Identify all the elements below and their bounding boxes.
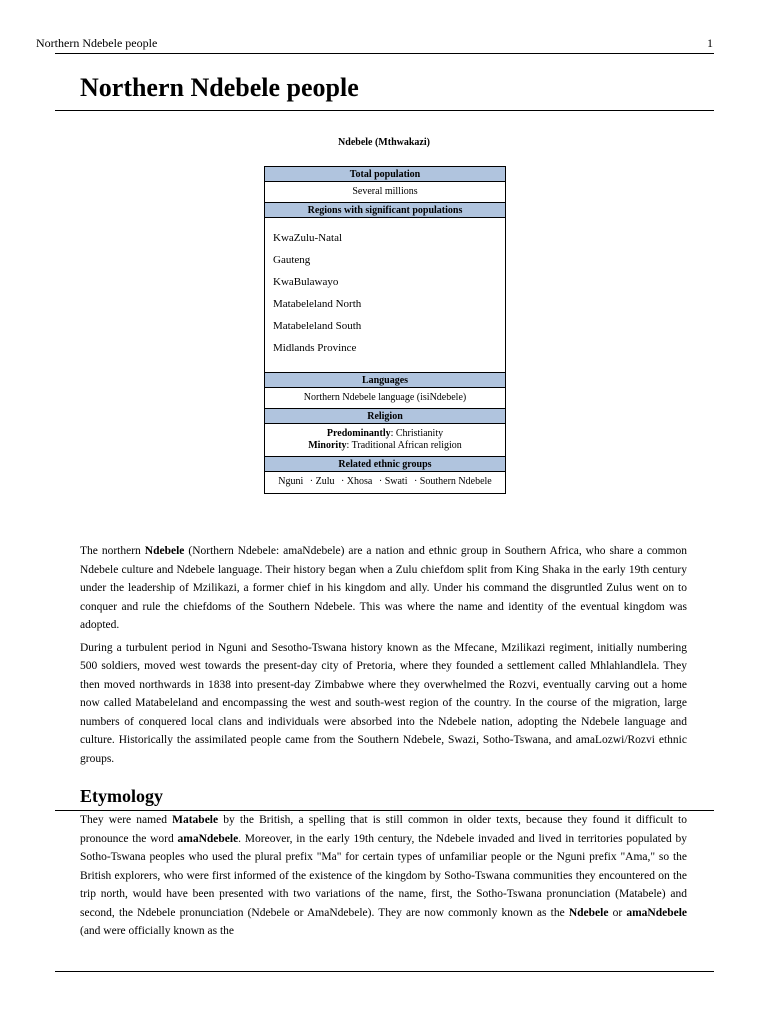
- intro-paragraph-1: The northern Ndebele (Northern Ndebele: amaNdebele) are a nation and ethnic group in Southern Africa, who share a common Ndebele culture and Ndebele language. Their history began when a Zulu chiefdom split from King Shaka in the early 19th century under the leadership of Mzilikazi, a former chief in his kingdom and ally. Under his command the disgruntled Zulus went on to conquer and rule the chiefdoms of the Southern Ndebele. This was where the name and identity of the eventual kingdom was adopted.: [80, 545, 687, 631]
- bold-term: Ndebele: [568, 906, 609, 919]
- bold-term: amaNdebele: [177, 832, 239, 845]
- related-group[interactable]: · Zulu: [309, 476, 335, 487]
- infobox: [264, 166, 506, 494]
- title-rule: [55, 110, 714, 111]
- infobox-total-population: Several millions: [265, 182, 505, 203]
- infobox-header-regions: Regions with significant populations: [265, 203, 505, 218]
- region-item: KwaBulawayo: [273, 276, 339, 288]
- religion-predominantly-value: : Christianity: [390, 428, 444, 439]
- etymology-paragraph: They were named Matabele by the British, a spelling that is still common in older texts, because they found it difficult to pronounce the word amaNdebele. Moreover, in the early 19th century, the Ndebele invaded and lived in territories populated by Sotho-Tswana peoples who used the plural prefix "Ma" for certain types of unfamiliar people or the Nguni prefix "Ama," so the British explorers, who were first informed of the existence of the kingdom by Sotho-Tswana communities they encountered on the trip north, would have been presented with two variations of the name, first, the Sotho-Tswana pronunciation (Matabele) and second, the Ndebele pronunciation (Ndebele or AmaNdebele). They are now commonly known as the Ndebele or amaNdebele (and were officially known as the: [80, 814, 687, 937]
- infobox-header-related: Related ethnic groups: [265, 457, 505, 472]
- bold-term: Matabele: [172, 814, 219, 826]
- related-group[interactable]: · Xhosa: [340, 476, 373, 487]
- intro-section: [80, 542, 687, 772]
- running-header-title: Northern Ndebele people: [36, 36, 158, 50]
- bold-term: amaNdebele: [626, 906, 687, 919]
- infobox-caption: Ndebele (Mthwakazi): [338, 137, 430, 148]
- infobox-religion: [265, 424, 505, 457]
- infobox-languages: Northern Ndebele language (isiNdebele): [265, 388, 505, 409]
- related-group[interactable]: Nguni: [278, 476, 304, 487]
- region-item: Gauteng: [273, 254, 311, 266]
- region-item: KwaZulu-Natal: [273, 232, 343, 244]
- header-rule: [55, 53, 714, 54]
- region-item: Midlands Province: [273, 342, 357, 354]
- religion-predominantly-label: Predominantly: [326, 428, 391, 439]
- infobox-header-languages: Languages: [265, 373, 505, 388]
- religion-minority-value: : Traditional African religion: [346, 440, 462, 451]
- page-number: 1: [707, 36, 713, 50]
- page-title: Northern Ndebele people: [80, 73, 359, 102]
- infobox-header-religion: Religion: [265, 409, 505, 424]
- related-group[interactable]: · Southern Ndebele: [413, 476, 492, 487]
- infobox-header-total-population: Total population: [265, 167, 505, 182]
- related-group[interactable]: · Swati: [378, 476, 408, 487]
- section-heading-etymology: Etymology: [80, 786, 163, 806]
- footer-rule: [55, 971, 714, 972]
- infobox-regions-list: [265, 218, 505, 373]
- intro-paragraph-2: During a turbulent period in Nguni and Sesotho-Tswana history known as the Mfecane, Mzilikazi regiment, initially numbering 500 soldiers, moved west towards the present-day city of Pretoria, where they founded a settlement called Mhlahlandlela. They then moved northwards in 1838 into present-day Zimbabwe where they overwhelmed the Rozvi, eventually carving out a home now called Matabeleland and encompassing the west and south-west region of the country. In the course of the migration, large numbers of conquered local clans and individuals were absorbed into the Ndebele nation, adopting the Ndebele language and culture. Historically the assimilated people came from the Southern Ndebele, Swazi, Sotho-Tswana, and amaLozwi/Rozvi ethnic groups.: [80, 641, 687, 765]
- religion-minority-label: Minority: [308, 440, 347, 451]
- infobox-related-groups: [265, 472, 505, 493]
- bold-term: Ndebele: [144, 545, 185, 557]
- region-item: Matabeleland North: [273, 298, 362, 310]
- running-header: [36, 36, 713, 50]
- etymology-section: [80, 811, 687, 945]
- region-item: Matabeleland South: [273, 320, 362, 332]
